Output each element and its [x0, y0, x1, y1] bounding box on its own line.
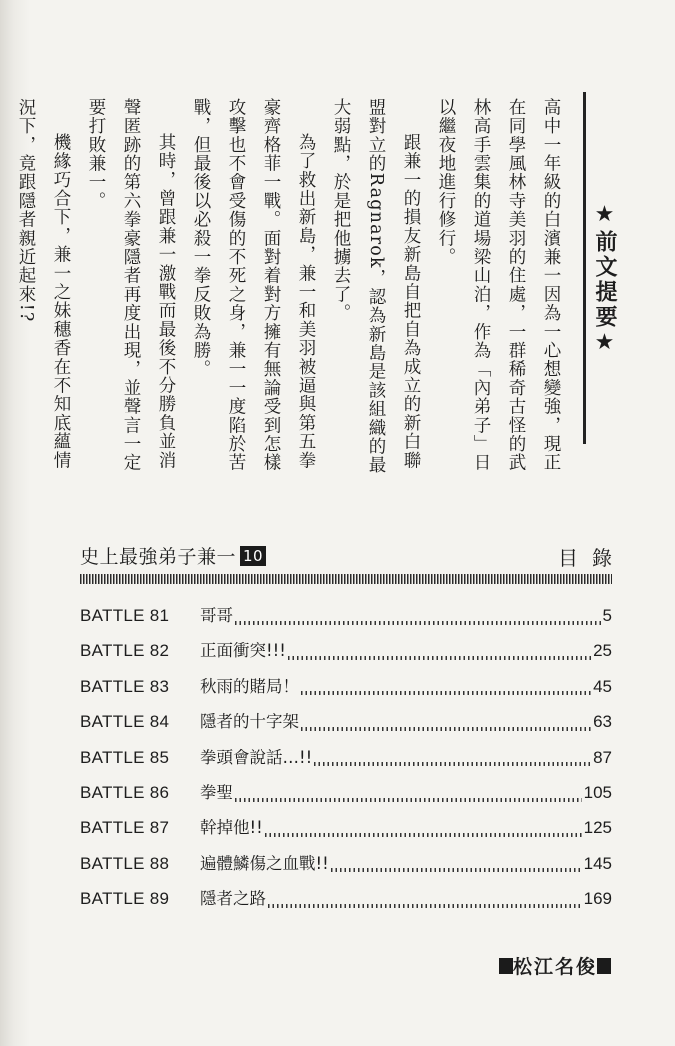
toc-battle-number: BATTLE 88: [80, 853, 170, 873]
toc-battle-number: BATTLE 89: [80, 889, 170, 909]
toc-leader-dots: [301, 727, 591, 731]
toc-leader-dots: [235, 798, 582, 802]
toc-leader-dots: [235, 621, 601, 625]
toc-page-number: 145: [583, 853, 612, 873]
toc-battle-number: BATTLE 87: [80, 818, 170, 838]
toc-label: 目錄: [558, 546, 626, 570]
toc-entry[interactable]: [80, 885, 612, 920]
toc-entry[interactable]: [80, 850, 612, 885]
toc-entry[interactable]: [80, 637, 612, 672]
toc-page-number: 169: [583, 889, 612, 909]
toc-battle-number: BATTLE 86: [80, 782, 170, 802]
toc-chapter-title: 正面衝突!!!: [200, 641, 286, 661]
toc-chapter-title: 隱者之路: [200, 889, 266, 909]
toc-entry[interactable]: [80, 708, 612, 743]
synopsis-paragraph: 為了救出新島，兼一和美羽被逼與第五拳豪齊格菲一戰。面對着對方擁有無論受到怎樣攻擊也不會受傷的不死之身，兼一一度陷於苦戰，但最後以必殺一拳反敗為勝。: [191, 98, 316, 472]
toc-page-number: 63: [593, 712, 612, 732]
toc-chapter-title: 拳頭會說話…!!: [200, 747, 313, 767]
toc-page-number: 87: [593, 747, 612, 767]
toc-page-number: 105: [583, 782, 612, 802]
toc-chapter-title: 哥哥: [200, 606, 233, 625]
toc-chapter-title: 幹掉他!!: [200, 818, 263, 838]
synopsis-paragraph: 跟兼一的損友新島自把自為成立的新白聯盟對立的Ragnarok，認為新島是該組織的最大弱點，於是把他擄去了。: [331, 98, 421, 475]
toc-entry[interactable]: [80, 744, 612, 779]
synopsis-section: [16, 92, 630, 492]
toc-leader-dots: [268, 904, 582, 908]
toc-entry[interactable]: [80, 673, 612, 708]
synopsis-text: [8, 98, 568, 478]
toc-battle-number: BATTLE 81: [80, 606, 170, 625]
author-credit: [499, 952, 611, 979]
synopsis-divider: [583, 92, 586, 444]
toc-divider: [80, 574, 612, 584]
synopsis-paragraph: 其時，曾跟兼一激戰而最後不分勝負並消聲匿跡的第六拳豪隱者再度出現，並聲言一定要打敗兼一。: [86, 98, 176, 472]
toc-leader-dots: [288, 656, 591, 660]
book-title-text: 史上最強弟子兼一: [80, 546, 237, 568]
synopsis-paragraph: 高中一年級的白濱兼一因為一心想變強，現正在同學風林寺美羽的住處，一群稀奇古怪的武林高手雲集的道場梁山泊，作為「內弟子」日以繼夜地進行修行。: [436, 98, 561, 472]
toc-page-number: 5: [602, 606, 612, 625]
toc-battle-number: BATTLE 82: [80, 641, 170, 661]
toc-chapter-title: 隱者的十字架: [200, 712, 299, 732]
toc-chapter-title: 遍體鱗傷之血戰!!: [200, 853, 329, 873]
toc-header: [80, 540, 626, 572]
toc-chapter-title: 拳聖: [200, 782, 233, 802]
author-name: 松江名俊: [512, 956, 597, 978]
toc-leader-dots: [265, 833, 582, 837]
book-title: [80, 542, 266, 569]
toc-entry[interactable]: [80, 602, 612, 637]
volume-badge: 10: [240, 546, 266, 566]
toc-entry[interactable]: [80, 814, 612, 849]
toc-battle-number: BATTLE 83: [80, 676, 170, 696]
toc-page-number: 45: [593, 676, 612, 696]
block-mark-right: [597, 958, 611, 974]
toc-list: [80, 602, 612, 921]
toc-leader-dots: [301, 691, 591, 695]
toc-chapter-title: 秋雨的賭局！: [200, 676, 299, 696]
toc-battle-number: BATTLE 84: [80, 712, 170, 732]
block-mark-left: [499, 958, 513, 974]
toc-entry[interactable]: [80, 779, 612, 814]
toc-leader-dots: [331, 868, 582, 872]
toc-page-number: 25: [593, 641, 612, 661]
synopsis-title: ★前文提要★: [592, 202, 617, 358]
synopsis-paragraph: 機緣巧合下，兼一之妹穗香在不知底蘊情況下，竟跟隱者親近起來!?: [16, 98, 71, 470]
toc-leader-dots: [314, 762, 591, 766]
toc-battle-number: BATTLE 85: [80, 747, 170, 767]
toc-page-number: 125: [583, 818, 612, 838]
